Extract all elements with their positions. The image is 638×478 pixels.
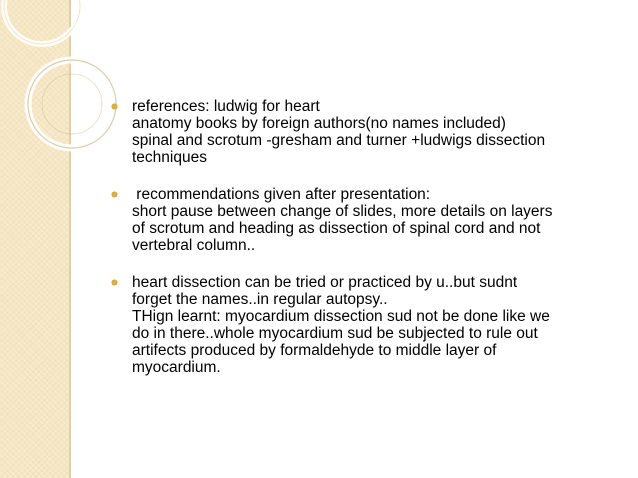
bullet-item-references (112, 98, 620, 166)
bullet-line: recommendations given after presentation: (132, 186, 431, 203)
bullet-line: myocardium. (132, 359, 221, 376)
bullet-line: heart dissection can be tried or practiced by u..but sudnt (132, 274, 518, 291)
bullet-dot-icon (112, 192, 117, 197)
bullet-line: references: ludwig for heart (132, 98, 320, 115)
bullet-line: do in there..whole myocardium sud be subjected to rule out (132, 325, 538, 342)
bullet-line: of scrotum and heading as dissection of spinal cord and not (132, 220, 541, 237)
bullet-line: forget the names..in regular autopsy.. (132, 291, 388, 308)
bullet-dot-icon (112, 280, 117, 285)
slide-content (112, 98, 620, 396)
bullet-item-heart-dissection (112, 274, 620, 376)
bullet-item-recommendations (112, 186, 620, 254)
bullet-line: short pause between change of slides, more details on layers (132, 203, 553, 220)
bullet-dot-icon (112, 104, 117, 109)
bullet-line: anatomy books by foreign authors(no names included) (132, 115, 506, 132)
bullet-line: THign learnt: myocardium dissection sud not be done like we (132, 308, 550, 325)
bullet-line: vertebral column.. (132, 237, 256, 254)
bullet-line: artifects produced by formaldehyde to middle layer of (132, 342, 497, 359)
bullet-line: techniques (132, 149, 207, 166)
bullet-line: spinal and scrotum -gresham and turner +ludwigs dissection (132, 132, 546, 149)
